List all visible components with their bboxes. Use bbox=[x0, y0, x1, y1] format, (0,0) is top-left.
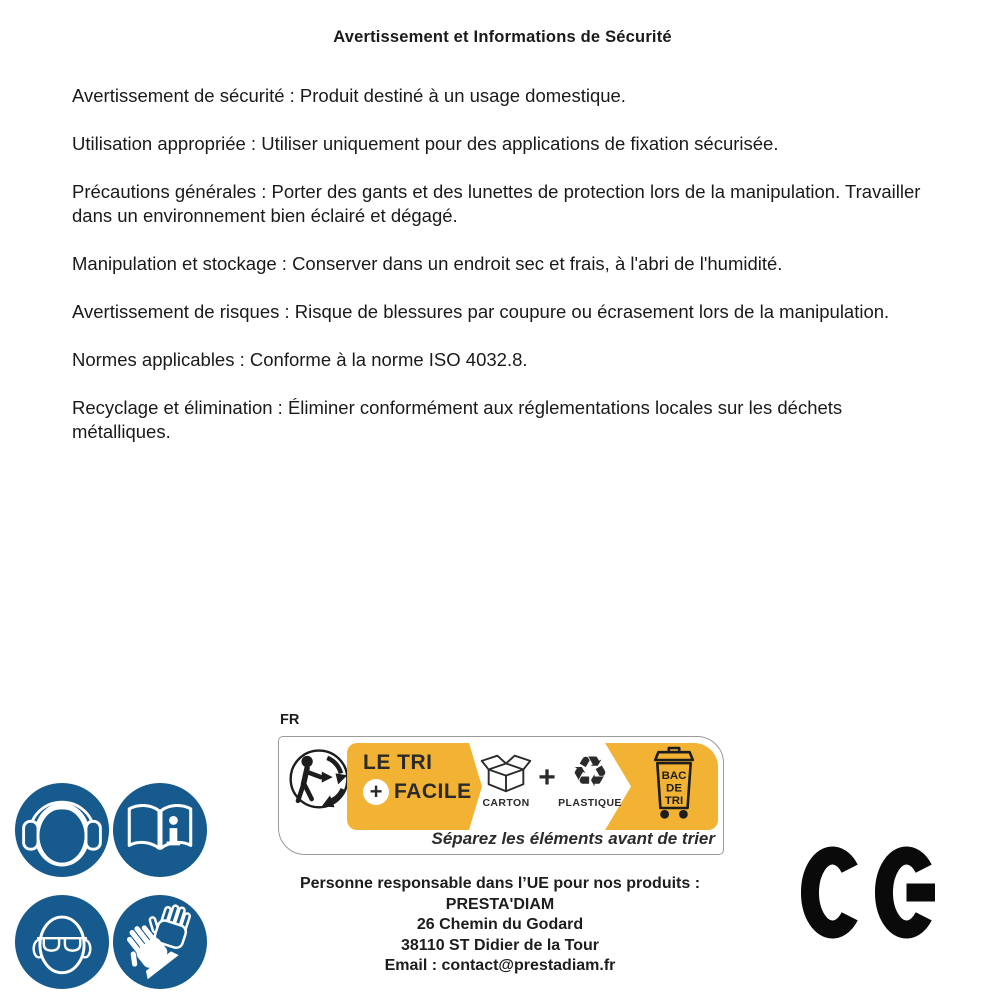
carton-box-icon bbox=[480, 751, 532, 795]
safety-paragraph: Avertissement de sécurité : Produit destiné à un usage domestique. bbox=[72, 85, 626, 106]
mandatory-pictograms bbox=[14, 782, 208, 990]
address-street: 26 Chemin du Godard bbox=[416, 916, 584, 933]
safety-paragraph: Normes applicables : Conforme à la norme ISO 4032.8. bbox=[72, 349, 528, 370]
safety-paragraph: Utilisation appropriée : Utiliser uniquement pour des applications de fixation sécurisée. bbox=[72, 133, 779, 154]
safety-paragraph: Avertissement de risques : Risque de blessures par coupure ou écrasement lors de la manipulation. bbox=[72, 301, 890, 322]
material-plastique bbox=[555, 749, 625, 809]
materials-plus-icon: + bbox=[538, 761, 556, 794]
safety-paragraph: Manipulation et stockage : Conserver dans un endroit sec et frais, à l'abri de l'humidité. bbox=[72, 253, 783, 274]
country-code: FR bbox=[280, 712, 300, 728]
eye-protection-icon bbox=[14, 894, 110, 990]
safety-paragraph: Précautions générales : Porter des gants et des lunettes de protection lors de la manipulation. Travailler dans un environnement bien éclairé et dégagé. bbox=[72, 181, 921, 226]
safety-text-block bbox=[72, 84, 946, 468]
bin-text-line1: BAC bbox=[661, 769, 687, 782]
safety-paragraph: Recyclage et élimination : Éliminer conformément aux réglementations locales sur les déchets métalliques. bbox=[72, 397, 843, 442]
ce-mark-icon bbox=[801, 846, 938, 939]
ear-protection-icon bbox=[14, 782, 110, 878]
recycling-symbol-icon: ♻ bbox=[571, 747, 609, 796]
material-plastique-label: PLASTIQUE bbox=[558, 797, 622, 809]
bin-text-line3: TRI bbox=[664, 794, 684, 807]
info-tri-label bbox=[278, 736, 724, 855]
responsible-person-block bbox=[250, 874, 750, 977]
read-manual-icon bbox=[112, 782, 208, 878]
plus-badge-icon: + bbox=[363, 779, 389, 805]
material-carton bbox=[471, 749, 541, 809]
material-carton-label: CARTON bbox=[482, 797, 530, 809]
responsible-person-line: Personne responsable dans l’UE pour nos produits : bbox=[299, 875, 701, 892]
sorting-bin-icon bbox=[650, 746, 698, 822]
page-title: Avertissement et Informations de Sécurité bbox=[333, 28, 672, 46]
company-name: PRESTA'DIAM bbox=[445, 895, 555, 913]
address-city: 38110 ST Didier de la Tour bbox=[401, 936, 599, 954]
bin-text-line2: DE bbox=[666, 782, 682, 795]
tri-headline-line2: FACILE bbox=[394, 780, 472, 803]
contact-email: Email : contact@prestadiam.fr bbox=[384, 957, 616, 974]
tri-headline bbox=[363, 751, 472, 805]
tri-headline-line1: LE TRI bbox=[363, 751, 433, 774]
triman-icon bbox=[287, 745, 351, 811]
protective-gloves-icon bbox=[112, 894, 208, 990]
tri-slogan: Séparez les éléments avant de trier bbox=[431, 829, 715, 848]
